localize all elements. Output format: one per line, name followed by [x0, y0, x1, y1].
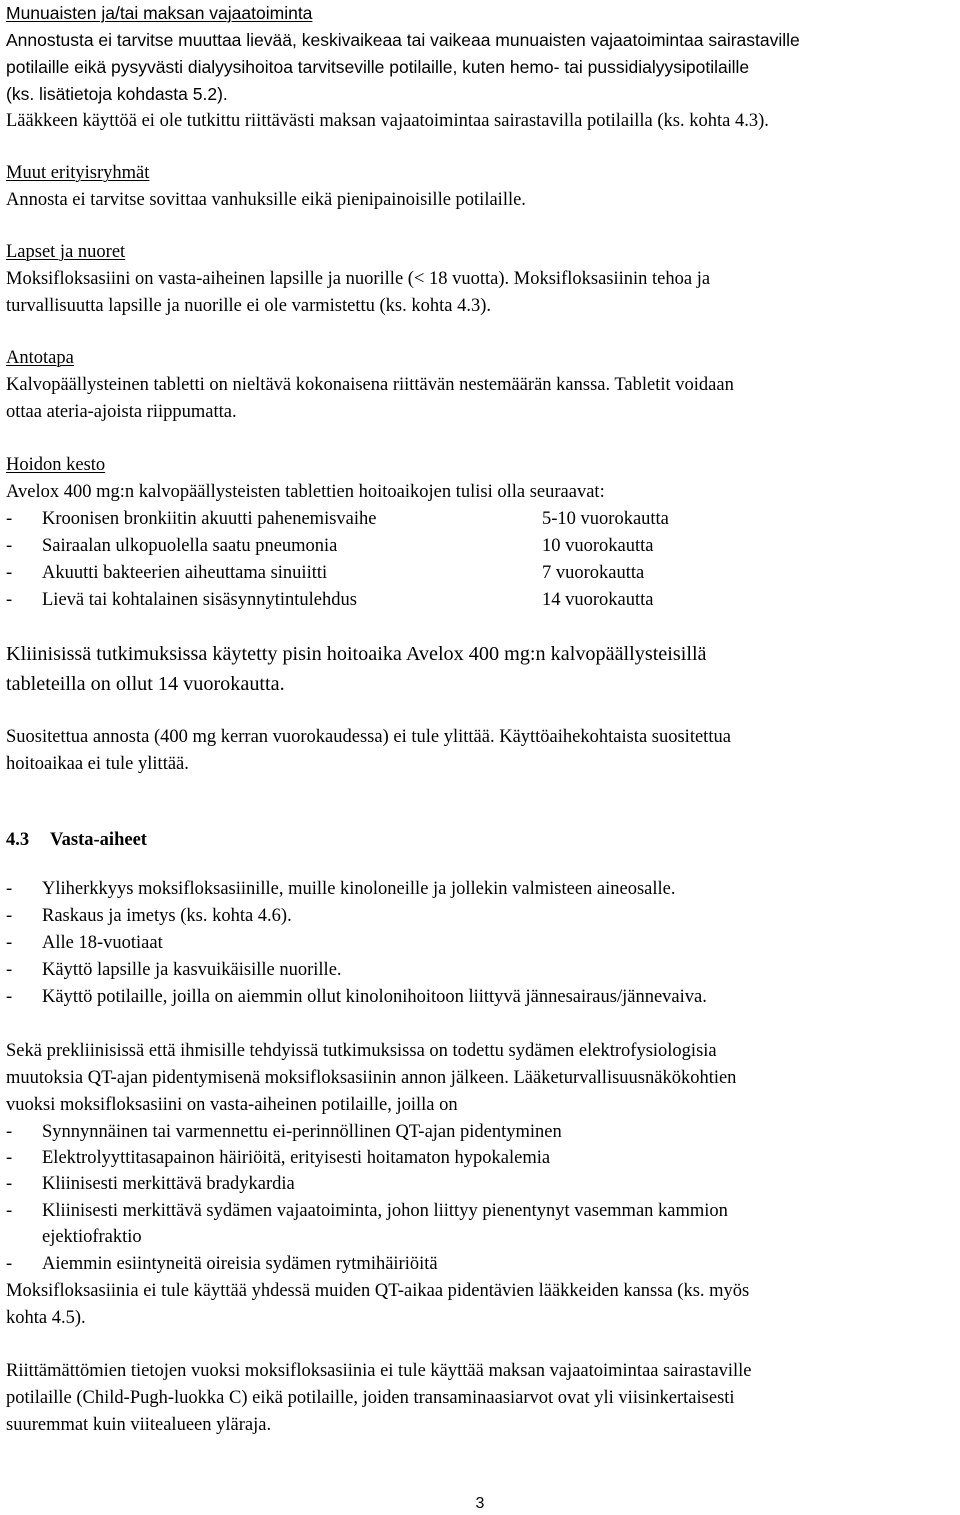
list-dash: - — [6, 1122, 13, 1142]
list-item-text: Kliinisesti merkittävä sydämen vajaatoiminta, johon liittyy pienentynyt vasemman kammion — [42, 1201, 728, 1221]
paragraph-line: potilaille eikä pysyvästi dialyysihoitoa tarvitseville potilaille, kuten hemo- tai pussidialyysipotilaille — [6, 57, 750, 77]
list-dash: - — [6, 563, 13, 583]
section-title-4-3 — [6, 829, 147, 851]
paragraph-line: suuremmat kuin viitealueen yläraja. — [6, 1415, 272, 1435]
list-dash: - — [6, 960, 13, 980]
paragraph-line: kohta 4.5). — [6, 1308, 86, 1328]
paragraph-line: potilaille (Child-Pugh-luokka C) eikä potilaille, joiden transaminaasiarvot ovat yli viisinkertaisesti — [6, 1388, 735, 1408]
paragraph-line: muutoksia QT-ajan pidentymisenä moksifloksasiinin annon jälkeen. Lääketurvallisuusnäkökohtien — [6, 1068, 737, 1088]
duration-label: Lievä tai kohtalainen sisäsynnytintulehdus — [42, 590, 357, 610]
list-dash: - — [6, 509, 13, 529]
paragraph-line: tableteilla on ollut 14 vuorokautta. — [6, 673, 285, 695]
list-dash: - — [6, 879, 13, 899]
section-heading-renal: Munuaisten ja/tai maksan vajaatoiminta — [6, 3, 313, 23]
section-heading-duration: Hoidon kesto — [6, 455, 106, 475]
paragraph-line: (ks. lisätietoja kohdasta 5.2). — [6, 84, 228, 104]
paragraph-line: Moksifloksasiini on vasta-aiheinen lapsille ja nuorille (< 18 vuotta). Moksifloksasiinin tehoa ja — [6, 269, 711, 289]
section-heading-admin: Antotapa — [6, 348, 74, 368]
list-dash: - — [6, 1201, 13, 1221]
list-item-text: Raskaus ja imetys (ks. kohta 4.6). — [42, 906, 292, 926]
list-item-text: Yliherkkyys moksifloksasiinille, muille kinoloneille ja jollekin valmisteen aineosalle. — [42, 879, 676, 899]
list-item-text: Elektrolyyttitasapainon häiriöitä, erityisesti hoitamaton hypokalemia — [42, 1148, 551, 1168]
list-item-text: Käyttö potilaille, joilla on aiemmin ollut kinolonihoitoon liittyvä jännesairaus/jännevaiva. — [42, 987, 707, 1007]
list-item-text: Käyttö lapsille ja kasvuikäisille nuorille. — [42, 960, 342, 980]
duration-value: 5-10 vuorokautta — [542, 509, 669, 529]
list-dash: - — [6, 987, 13, 1007]
paragraph-line: Annostusta ei tarvitse muuttaa lievää, keskivaikeaa tai vaikeaa munuaisten vajaatoimintaa sairastaville — [6, 30, 800, 50]
paragraph-line: Avelox 400 mg:n kalvopäällysteisten tablettien hoitoaikojen tulisi olla seuraavat: — [6, 482, 605, 502]
section-title: Vasta-aiheet — [50, 830, 147, 850]
section-heading-children: Lapset ja nuoret — [6, 242, 126, 262]
paragraph-line: hoitoaikaa ei tule ylittää. — [6, 754, 189, 774]
list-dash: - — [6, 1254, 13, 1274]
list-dash: - — [6, 933, 13, 953]
duration-label: Kroonisen bronkiitin akuutti pahenemisvaihe — [42, 509, 377, 529]
list-item-text: Aiemmin esiintyneitä oireisia sydämen rytmihäiriöitä — [42, 1254, 438, 1274]
list-item-text: Kliinisesti merkittävä bradykardia — [42, 1174, 295, 1194]
paragraph-line: Moksifloksasiinia ei tule käyttää yhdessä muiden QT-aikaa pidentävien lääkkeiden kanssa (ks. myös — [6, 1281, 750, 1301]
paragraph-line: Kalvopäällysteinen tabletti on nieltävä kokonaisena riittävän nestemäärän kanssa. Tabletit voidaan — [6, 375, 734, 395]
duration-value: 14 vuorokautta — [542, 590, 654, 610]
section-number: 4.3 — [6, 830, 30, 850]
paragraph-line: Kliinisissä tutkimuksissa käytetty pisin hoitoaika Avelox 400 mg:n kalvopäällysteisillä — [6, 643, 707, 665]
section-heading-other: Muut erityisryhmät — [6, 163, 150, 183]
paragraph-line: Lääkkeen käyttöä ei ole tutkittu riittävästi maksan vajaatoimintaa sairastavilla potilailla (ks. kohta 4.3). — [6, 111, 769, 131]
paragraph-line: ottaa ateria-ajoista riippumatta. — [6, 402, 237, 422]
paragraph-line: turvallisuutta lapsille ja nuorille ei ole varmistettu (ks. kohta 4.3). — [6, 296, 492, 316]
paragraph-line: Suositettua annosta (400 mg kerran vuorokaudessa) ei tule ylittää. Käyttöaihekohtaista suositettua — [6, 727, 731, 747]
duration-value: 7 vuorokautta — [542, 563, 645, 583]
list-dash: - — [6, 906, 13, 926]
list-dash: - — [6, 536, 13, 556]
paragraph-line: Sekä prekliinisissä että ihmisille tehdyissä tutkimuksissa on todettu sydämen elektrofysiologisia — [6, 1041, 717, 1061]
paragraph-line: vuoksi moksifloksasiini on vasta-aiheinen potilaille, joilla on — [6, 1095, 458, 1115]
duration-value: 10 vuorokautta — [542, 536, 654, 556]
page-number: 3 — [475, 1495, 485, 1512]
list-dash: - — [6, 1148, 13, 1168]
paragraph-line: Riittämättömien tietojen vuoksi moksifloksasiinia ei tule käyttää maksan vajaatoimintaa sairastaville — [6, 1361, 752, 1381]
list-item-text: Synnynnäinen tai varmennettu ei-perinnöllinen QT-ajan pidentyminen — [42, 1122, 562, 1142]
duration-label: Akuutti bakteerien aiheuttama sinuiitti — [42, 563, 328, 583]
paragraph-line: Annosta ei tarvitse sovittaa vanhuksille eikä pienipainoisille potilaille. — [6, 190, 526, 210]
list-item-text: Alle 18-vuotiaat — [42, 933, 163, 953]
list-dash: - — [6, 590, 13, 610]
list-dash: - — [6, 1174, 13, 1194]
duration-label: Sairaalan ulkopuolella saatu pneumonia — [42, 536, 338, 556]
list-item-text: ejektiofraktio — [42, 1227, 142, 1247]
